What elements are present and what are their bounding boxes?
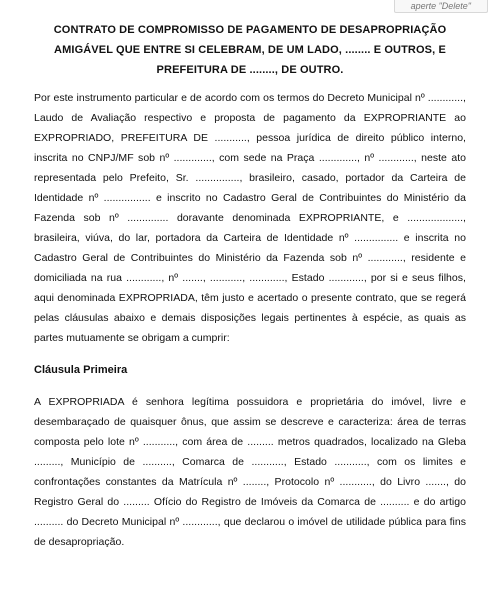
opening-paragraph: Por este instrumento particular e de acordo com os termos do Decreto Municipal nº ............, Laudo de Avaliação respectivo e proposta de pagamento da EXPROPRIANTE ao EXPROPRIADO, PREFEITURA DE ..........., pessoa jurídica de direito público interno, inscrita no CNPJ/MF sob nº ............., com sede na Praça ............., nº ............, neste ato representada pelo Prefeito, Sr. ..............., brasileiro, casado, portador da Carteira de Identidade nº ................ e inscrito no Cadastro Geral de Contribuintes do Ministério da Fazenda sob nº .............. doravante denominada EXPROPRIANTE, e ..................., brasileira, viúva, do lar, portadora da Carteira de Identidade nº ............... e inscrita no Cadastro Geral de Contribuintes do Ministério da Fazenda sob nº ............, residente e domiciliada na rua ............, nº ......., ..........., ............, Estado ............, por si e seus filhos, aqui denominada EXPROPRIADA, têm justo e acertado o presente contrato, que se regerá pelas cláusulas abaixo e demais disposições legais pertinentes à espécie, as quais as partes mutuamente se obrigam a cumprir: xyxy=(34,92,466,344)
clause-first-heading: Cláusula Primeira xyxy=(34,364,128,376)
contract-title: CONTRATO DE COMPROMISSO DE PAGAMENTO DE DESAPROPRIAÇÃO AMIGÁVEL QUE ENTRE SI CELEBRAM, DE UM LADO, ........ E OUTROS, E PREFEITURA DE ........, DE OUTRO. xyxy=(53,24,447,76)
clause-first-paragraph: A EXPROPRIADA é senhora legítima possuidora e proprietária do imóvel, livre e desembaraçado de quaisquer ônus, que assim se descreve e caracteriza: área de terras composta pelo lote nº ..........., com área de ......... metros quadrados, localizado na Gleba ........., Município de .........., Comarca de ..........., Estado ..........., com os limites e confrontações constantes da Matrícula nº ........, Protocolo nº ..........., do Livro ......., do Registro Geral do ......... Ofício do Registro de Imóveis da Comarca de .......... e do artigo .......... do Decreto Municipal nº ............, que declarou o imóvel de utilidade pública para fins de desapropriação. xyxy=(34,396,466,548)
delete-hint-tooltip: aperte "Delete" xyxy=(394,0,488,13)
document-body xyxy=(34,88,466,552)
